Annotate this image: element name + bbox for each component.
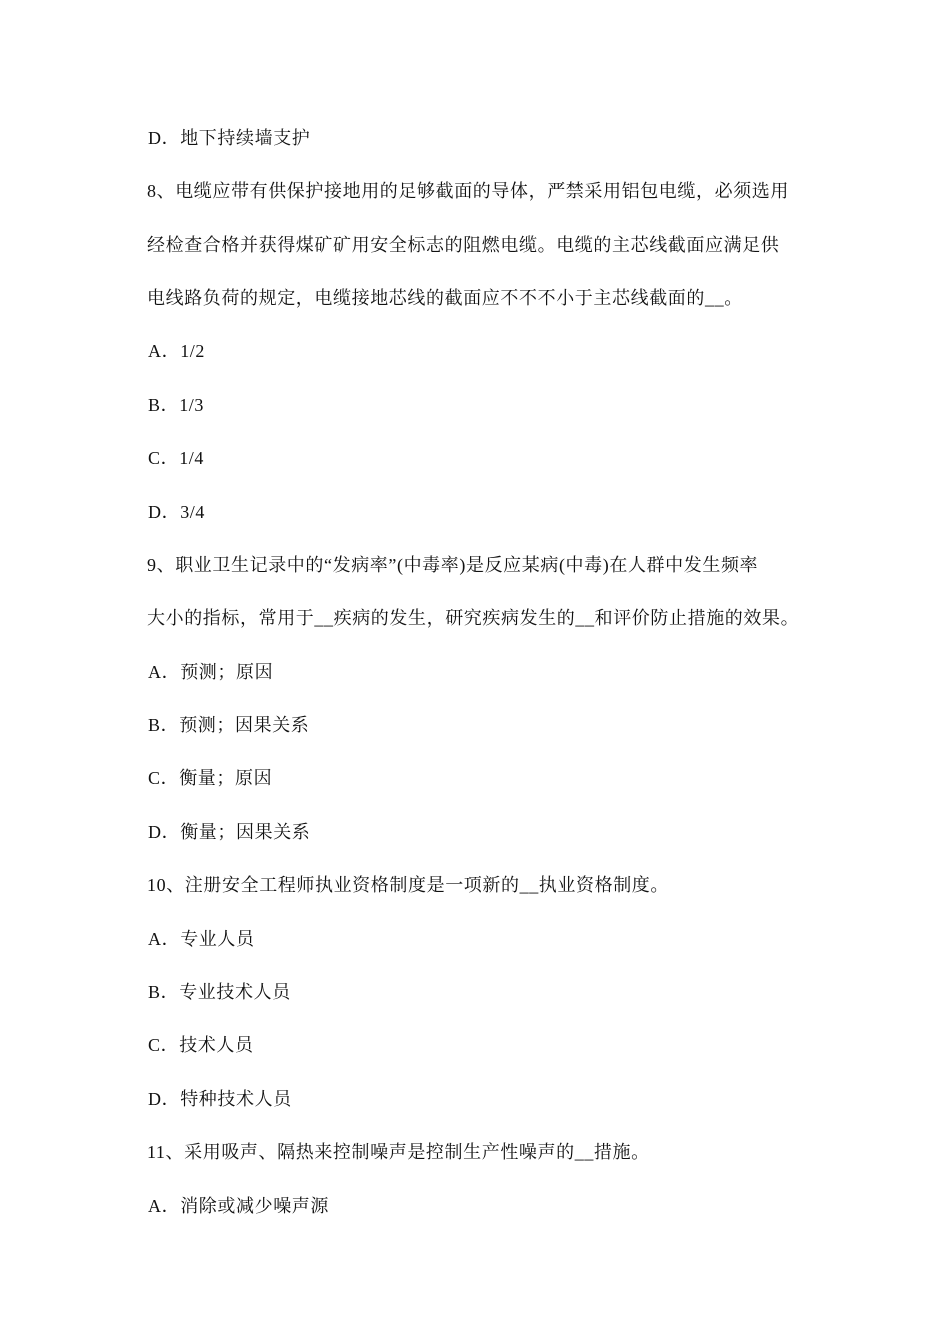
q9-text-line-1: 9、职业卫生记录中的“发病率”(中毒率)是反应某病(中毒)在人群中发生频率 (147, 555, 759, 575)
q7-option-d: D．地下持续墙支护 (148, 128, 311, 148)
q9-option-c: C．衡量；原因 (148, 768, 273, 788)
q8-option-c: C．1/4 (148, 448, 205, 468)
q10-option-a: A．专业人员 (148, 929, 255, 949)
q9-option-a: A．预测；原因 (148, 662, 274, 682)
q11-text: 11、采用吸声、隔热来控制噪声是控制生产性噪声的__措施。 (147, 1142, 650, 1162)
q10-text: 10、注册安全工程师执业资格制度是一项新的__执业资格制度。 (147, 875, 669, 895)
q8-text-line-3: 电线路负荷的规定，电缆接地芯线的截面应不不不小于主芯线截面的__。 (147, 288, 743, 308)
q11-option-a: A．消除或减少噪声源 (148, 1196, 329, 1216)
q8-option-b: B．1/3 (148, 395, 205, 415)
q10-option-c: C．技术人员 (148, 1035, 254, 1055)
q9-option-d: D．衡量；因果关系 (148, 822, 311, 842)
q8-text-line-2: 经检查合格并获得煤矿矿用安全标志的阻燃电缆。电缆的主芯线截面应满足供 (147, 235, 780, 255)
q10-option-b: B．专业技术人员 (148, 982, 291, 1002)
q9-option-b: B．预测；因果关系 (148, 715, 310, 735)
q8-text-line-1: 8、电缆应带有供保护接地用的足够截面的导体，严禁采用铝包电缆，必须选用 (147, 181, 789, 201)
q10-option-d: D．特种技术人员 (148, 1089, 292, 1109)
q8-option-d: D．3/4 (148, 502, 205, 522)
q9-text-line-2: 大小的指标，常用于__疾病的发生，研究疾病发生的__和评价防止措施的效果。 (147, 608, 800, 628)
q8-option-a: A．1/2 (148, 341, 205, 361)
